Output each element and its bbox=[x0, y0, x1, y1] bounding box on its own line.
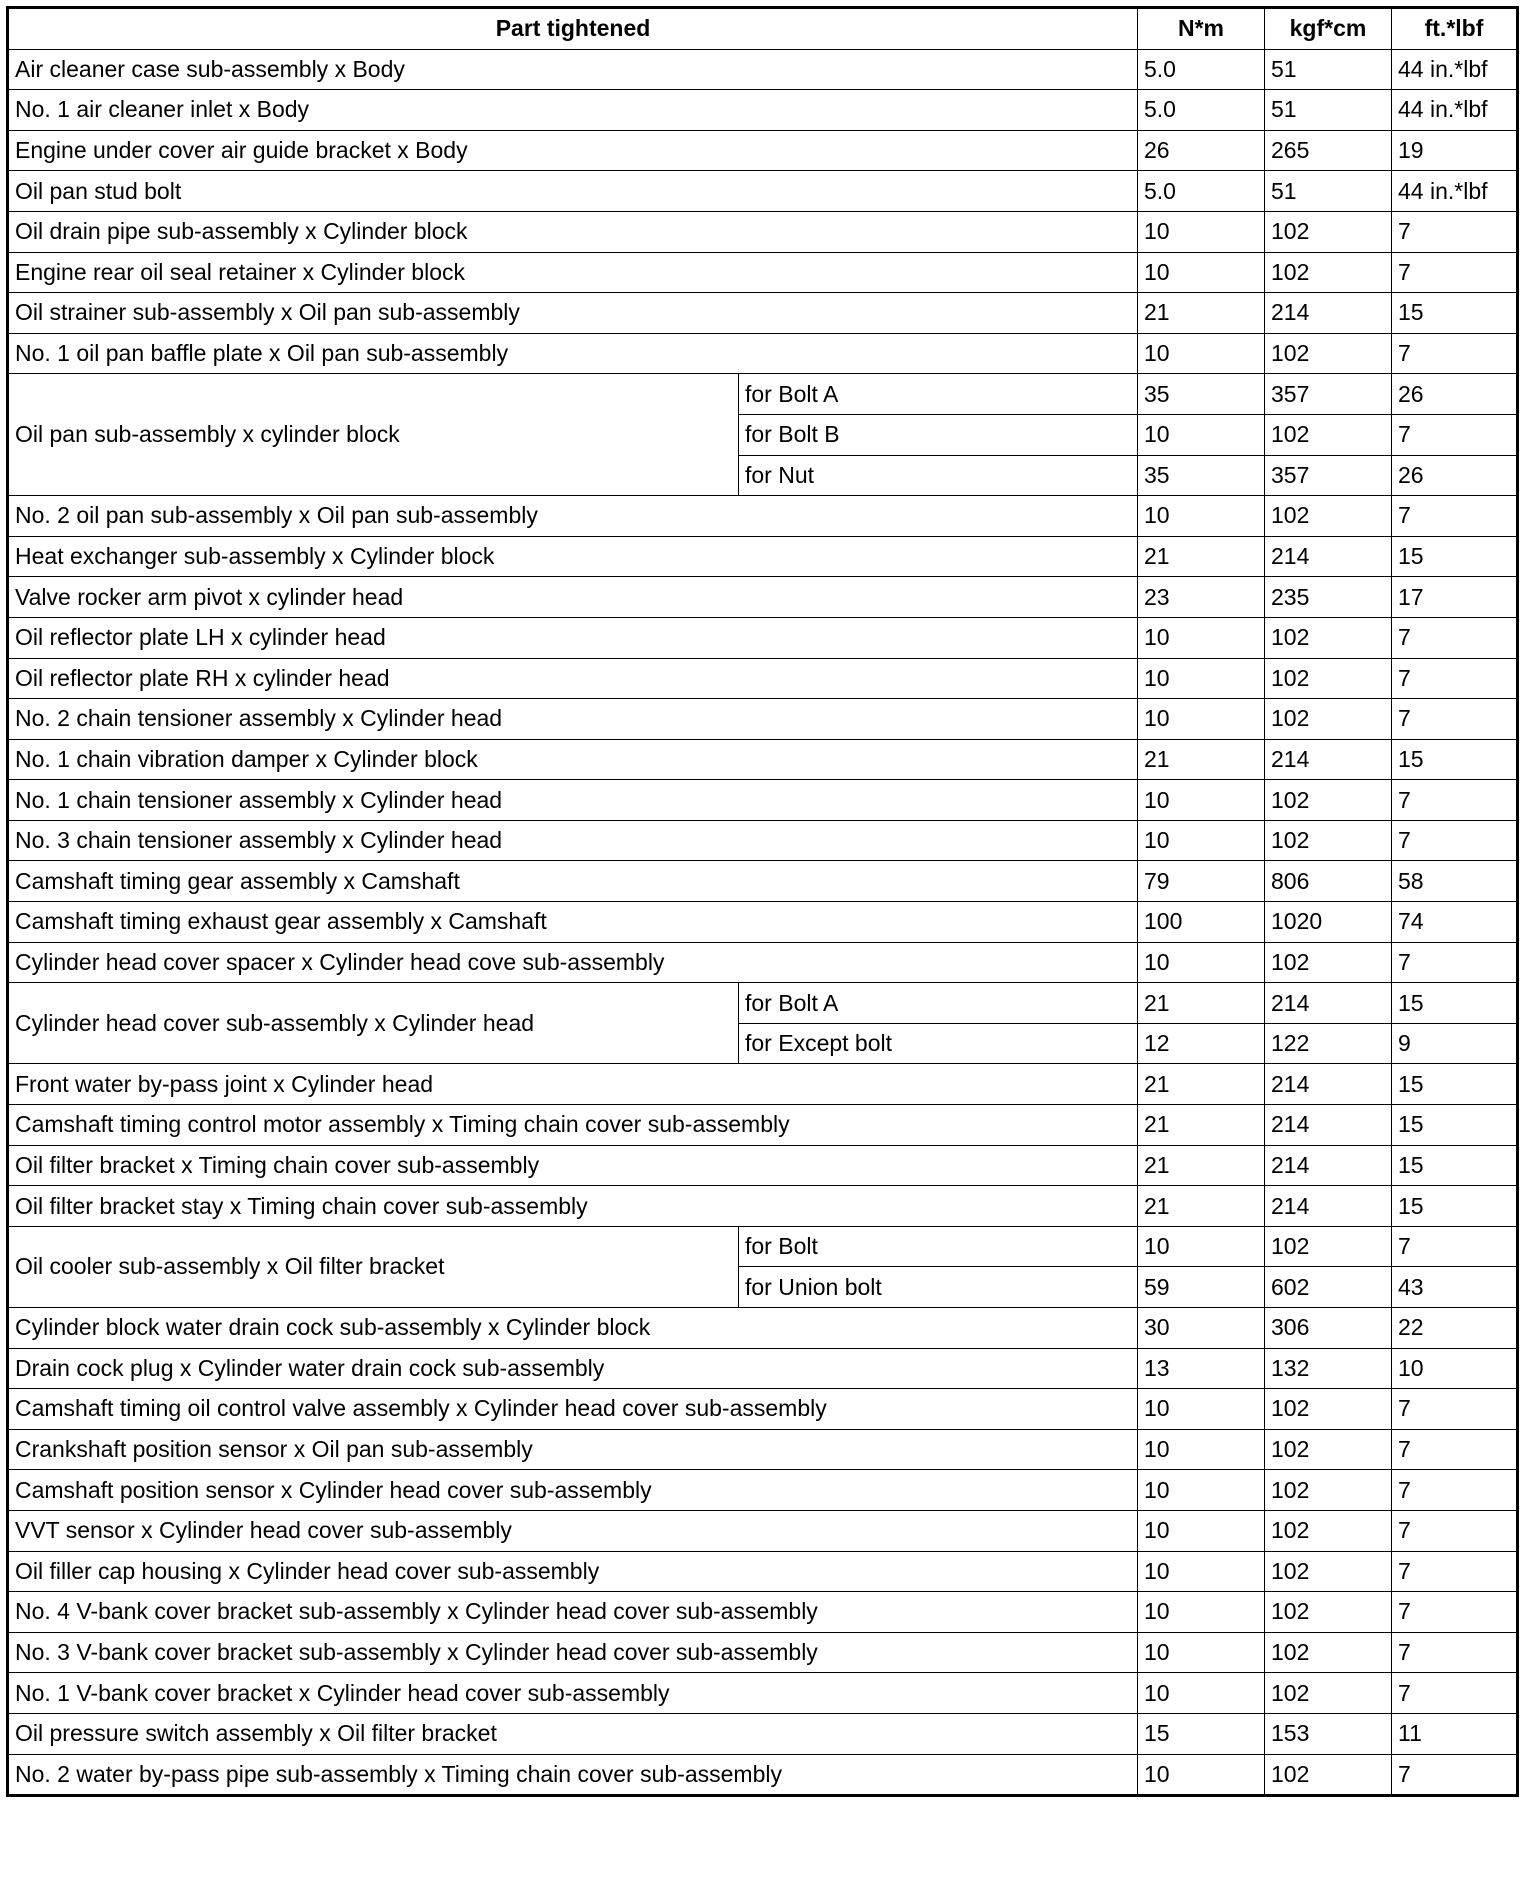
fastener-type-cell: for Bolt A bbox=[739, 983, 1138, 1024]
torque-nm-cell: 21 bbox=[1138, 536, 1265, 577]
fastener-type-cell: for Bolt B bbox=[739, 414, 1138, 455]
torque-kgf-cm-cell: 306 bbox=[1265, 1308, 1392, 1349]
torque-ft-lbf-cell: 7 bbox=[1392, 1389, 1518, 1430]
torque-kgf-cm-cell: 51 bbox=[1265, 171, 1392, 212]
torque-nm-cell: 10 bbox=[1138, 496, 1265, 537]
torque-nm-cell: 100 bbox=[1138, 902, 1265, 943]
torque-kgf-cm-cell: 214 bbox=[1265, 1145, 1392, 1186]
torque-kgf-cm-cell: 102 bbox=[1265, 1551, 1392, 1592]
part-name-cell: No. 2 water by-pass pipe sub-assembly x Timing chain cover sub-assembly bbox=[8, 1754, 1138, 1796]
torque-ft-lbf-cell: 10 bbox=[1392, 1348, 1518, 1389]
torque-nm-cell: 30 bbox=[1138, 1308, 1265, 1349]
torque-ft-lbf-cell: 7 bbox=[1392, 1470, 1518, 1511]
torque-nm-cell: 10 bbox=[1138, 1632, 1265, 1673]
table-row bbox=[8, 1226, 1518, 1267]
table-row bbox=[8, 658, 1518, 699]
part-name-cell: No. 4 V-bank cover bracket sub-assembly x Cylinder head cover sub-assembly bbox=[8, 1592, 1138, 1633]
torque-kgf-cm-cell: 102 bbox=[1265, 1470, 1392, 1511]
torque-nm-cell: 13 bbox=[1138, 1348, 1265, 1389]
part-name-cell: No. 2 oil pan sub-assembly x Oil pan sub-assembly bbox=[8, 496, 1138, 537]
table-row bbox=[8, 171, 1518, 212]
torque-ft-lbf-cell: 7 bbox=[1392, 942, 1518, 983]
part-name-cell: Camshaft timing gear assembly x Camshaft bbox=[8, 861, 1138, 902]
table-row bbox=[8, 699, 1518, 740]
part-name-cell: No. 1 V-bank cover bracket x Cylinder head cover sub-assembly bbox=[8, 1673, 1138, 1714]
torque-ft-lbf-cell: 7 bbox=[1392, 1551, 1518, 1592]
torque-nm-cell: 21 bbox=[1138, 983, 1265, 1024]
part-name-cell: Camshaft timing oil control valve assembly x Cylinder head cover sub-assembly bbox=[8, 1389, 1138, 1430]
torque-kgf-cm-cell: 235 bbox=[1265, 577, 1392, 618]
torque-kgf-cm-cell: 102 bbox=[1265, 333, 1392, 374]
torque-ft-lbf-cell: 43 bbox=[1392, 1267, 1518, 1308]
part-name-cell: Air cleaner case sub-assembly x Body bbox=[8, 49, 1138, 90]
fastener-type-cell: for Bolt bbox=[739, 1226, 1138, 1267]
table-row bbox=[8, 577, 1518, 618]
torque-kgf-cm-cell: 102 bbox=[1265, 1429, 1392, 1470]
torque-nm-cell: 35 bbox=[1138, 374, 1265, 415]
torque-kgf-cm-cell: 806 bbox=[1265, 861, 1392, 902]
table-row bbox=[8, 780, 1518, 821]
table-row bbox=[8, 1429, 1518, 1470]
torque-kgf-cm-cell: 51 bbox=[1265, 49, 1392, 90]
torque-ft-lbf-cell: 7 bbox=[1392, 1226, 1518, 1267]
torque-ft-lbf-cell: 7 bbox=[1392, 1632, 1518, 1673]
table-row bbox=[8, 1348, 1518, 1389]
torque-ft-lbf-cell: 7 bbox=[1392, 1592, 1518, 1633]
table-row bbox=[8, 252, 1518, 293]
torque-kgf-cm-cell: 214 bbox=[1265, 536, 1392, 577]
torque-kgf-cm-cell: 214 bbox=[1265, 983, 1392, 1024]
torque-nm-cell: 23 bbox=[1138, 577, 1265, 618]
torque-kgf-cm-cell: 214 bbox=[1265, 1105, 1392, 1146]
torque-ft-lbf-cell: 7 bbox=[1392, 211, 1518, 252]
torque-ft-lbf-cell: 7 bbox=[1392, 820, 1518, 861]
torque-ft-lbf-cell: 15 bbox=[1392, 1105, 1518, 1146]
torque-kgf-cm-cell: 102 bbox=[1265, 699, 1392, 740]
fastener-type-cell: for Nut bbox=[739, 455, 1138, 496]
torque-nm-cell: 10 bbox=[1138, 658, 1265, 699]
table-row bbox=[8, 1673, 1518, 1714]
part-name-cell: Front water by-pass joint x Cylinder head bbox=[8, 1064, 1138, 1105]
torque-kgf-cm-cell: 214 bbox=[1265, 1064, 1392, 1105]
table-row bbox=[8, 1105, 1518, 1146]
torque-kgf-cm-cell: 357 bbox=[1265, 374, 1392, 415]
fastener-type-cell: for Bolt A bbox=[739, 374, 1138, 415]
torque-ft-lbf-cell: 26 bbox=[1392, 374, 1518, 415]
torque-kgf-cm-cell: 602 bbox=[1265, 1267, 1392, 1308]
torque-ft-lbf-cell: 7 bbox=[1392, 496, 1518, 537]
table-row bbox=[8, 1186, 1518, 1227]
part-name-cell: No. 1 chain vibration damper x Cylinder block bbox=[8, 739, 1138, 780]
table-row bbox=[8, 130, 1518, 171]
torque-ft-lbf-cell: 7 bbox=[1392, 780, 1518, 821]
table-row bbox=[8, 1064, 1518, 1105]
part-name-cell: Oil reflector plate LH x cylinder head bbox=[8, 617, 1138, 658]
torque-nm-cell: 10 bbox=[1138, 1673, 1265, 1714]
torque-kgf-cm-cell: 132 bbox=[1265, 1348, 1392, 1389]
table-row bbox=[8, 1551, 1518, 1592]
torque-kgf-cm-cell: 102 bbox=[1265, 496, 1392, 537]
torque-ft-lbf-cell: 58 bbox=[1392, 861, 1518, 902]
torque-nm-cell: 10 bbox=[1138, 1592, 1265, 1633]
torque-ft-lbf-cell: 44 in.*lbf bbox=[1392, 171, 1518, 212]
torque-nm-cell: 10 bbox=[1138, 780, 1265, 821]
torque-nm-cell: 10 bbox=[1138, 699, 1265, 740]
header-ft-lbf: ft.*lbf bbox=[1392, 8, 1518, 50]
part-name-cell: No. 2 chain tensioner assembly x Cylinder head bbox=[8, 699, 1138, 740]
table-row bbox=[8, 1145, 1518, 1186]
part-name-cell: Oil cooler sub-assembly x Oil filter bracket bbox=[8, 1226, 739, 1307]
table-row bbox=[8, 496, 1518, 537]
header-part-tightened: Part tightened bbox=[8, 8, 1138, 50]
torque-ft-lbf-cell: 15 bbox=[1392, 293, 1518, 334]
torque-ft-lbf-cell: 15 bbox=[1392, 536, 1518, 577]
part-name-cell: No. 3 V-bank cover bracket sub-assembly x Cylinder head cover sub-assembly bbox=[8, 1632, 1138, 1673]
torque-nm-cell: 21 bbox=[1138, 293, 1265, 334]
part-name-cell: Crankshaft position sensor x Oil pan sub-assembly bbox=[8, 1429, 1138, 1470]
torque-nm-cell: 10 bbox=[1138, 211, 1265, 252]
torque-ft-lbf-cell: 7 bbox=[1392, 1510, 1518, 1551]
torque-kgf-cm-cell: 214 bbox=[1265, 739, 1392, 780]
table-row bbox=[8, 374, 1518, 415]
torque-ft-lbf-cell: 7 bbox=[1392, 1754, 1518, 1796]
part-name-cell: Camshaft timing control motor assembly x Timing chain cover sub-assembly bbox=[8, 1105, 1138, 1146]
torque-kgf-cm-cell: 214 bbox=[1265, 293, 1392, 334]
fastener-type-cell: for Union bolt bbox=[739, 1267, 1138, 1308]
torque-nm-cell: 10 bbox=[1138, 1470, 1265, 1511]
torque-kgf-cm-cell: 102 bbox=[1265, 1389, 1392, 1430]
torque-nm-cell: 35 bbox=[1138, 455, 1265, 496]
table-row bbox=[8, 1754, 1518, 1796]
table-row bbox=[8, 90, 1518, 131]
part-name-cell: Oil reflector plate RH x cylinder head bbox=[8, 658, 1138, 699]
table-row bbox=[8, 739, 1518, 780]
part-name-cell: Oil pressure switch assembly x Oil filter bracket bbox=[8, 1713, 1138, 1754]
part-name-cell: Valve rocker arm pivot x cylinder head bbox=[8, 577, 1138, 618]
torque-nm-cell: 21 bbox=[1138, 1064, 1265, 1105]
table-row bbox=[8, 1713, 1518, 1754]
torque-nm-cell: 10 bbox=[1138, 1389, 1265, 1430]
table-row bbox=[8, 1632, 1518, 1673]
torque-kgf-cm-cell: 102 bbox=[1265, 942, 1392, 983]
fastener-type-cell: for Except bolt bbox=[739, 1023, 1138, 1064]
table-row bbox=[8, 1592, 1518, 1633]
torque-ft-lbf-cell: 11 bbox=[1392, 1713, 1518, 1754]
part-name-cell: Heat exchanger sub-assembly x Cylinder block bbox=[8, 536, 1138, 577]
torque-nm-cell: 59 bbox=[1138, 1267, 1265, 1308]
torque-nm-cell: 10 bbox=[1138, 1510, 1265, 1551]
table-row bbox=[8, 1510, 1518, 1551]
torque-nm-cell: 21 bbox=[1138, 1186, 1265, 1227]
table-row bbox=[8, 861, 1518, 902]
table-row bbox=[8, 942, 1518, 983]
table-row bbox=[8, 902, 1518, 943]
torque-ft-lbf-cell: 44 in.*lbf bbox=[1392, 90, 1518, 131]
torque-ft-lbf-cell: 15 bbox=[1392, 1064, 1518, 1105]
torque-kgf-cm-cell: 102 bbox=[1265, 1754, 1392, 1796]
part-name-cell: Oil strainer sub-assembly x Oil pan sub-assembly bbox=[8, 293, 1138, 334]
torque-kgf-cm-cell: 102 bbox=[1265, 780, 1392, 821]
torque-kgf-cm-cell: 102 bbox=[1265, 1592, 1392, 1633]
part-name-cell: No. 1 chain tensioner assembly x Cylinder head bbox=[8, 780, 1138, 821]
torque-kgf-cm-cell: 1020 bbox=[1265, 902, 1392, 943]
table-row bbox=[8, 617, 1518, 658]
table-row bbox=[8, 820, 1518, 861]
header-kgf-cm: kgf*cm bbox=[1265, 8, 1392, 50]
part-name-cell: Cylinder head cover sub-assembly x Cylinder head bbox=[8, 983, 739, 1064]
torque-specification-table bbox=[6, 6, 1519, 1797]
torque-ft-lbf-cell: 15 bbox=[1392, 1186, 1518, 1227]
torque-nm-cell: 5.0 bbox=[1138, 171, 1265, 212]
torque-ft-lbf-cell: 19 bbox=[1392, 130, 1518, 171]
torque-kgf-cm-cell: 102 bbox=[1265, 658, 1392, 699]
part-name-cell: No. 1 air cleaner inlet x Body bbox=[8, 90, 1138, 131]
torque-ft-lbf-cell: 15 bbox=[1392, 1145, 1518, 1186]
part-name-cell: Oil filler cap housing x Cylinder head cover sub-assembly bbox=[8, 1551, 1138, 1592]
part-name-cell: No. 3 chain tensioner assembly x Cylinder head bbox=[8, 820, 1138, 861]
part-name-cell: Oil filter bracket x Timing chain cover sub-assembly bbox=[8, 1145, 1138, 1186]
part-name-cell: Oil pan stud bolt bbox=[8, 171, 1138, 212]
torque-ft-lbf-cell: 44 in.*lbf bbox=[1392, 49, 1518, 90]
torque-ft-lbf-cell: 15 bbox=[1392, 983, 1518, 1024]
torque-ft-lbf-cell: 22 bbox=[1392, 1308, 1518, 1349]
torque-nm-cell: 79 bbox=[1138, 861, 1265, 902]
torque-kgf-cm-cell: 102 bbox=[1265, 414, 1392, 455]
torque-nm-cell: 5.0 bbox=[1138, 49, 1265, 90]
part-name-cell: Oil filter bracket stay x Timing chain cover sub-assembly bbox=[8, 1186, 1138, 1227]
part-name-cell: Camshaft position sensor x Cylinder head cover sub-assembly bbox=[8, 1470, 1138, 1511]
torque-kgf-cm-cell: 102 bbox=[1265, 211, 1392, 252]
torque-nm-cell: 21 bbox=[1138, 1105, 1265, 1146]
torque-nm-cell: 10 bbox=[1138, 414, 1265, 455]
torque-nm-cell: 15 bbox=[1138, 1713, 1265, 1754]
torque-nm-cell: 10 bbox=[1138, 1226, 1265, 1267]
torque-ft-lbf-cell: 7 bbox=[1392, 252, 1518, 293]
torque-kgf-cm-cell: 102 bbox=[1265, 1673, 1392, 1714]
torque-nm-cell: 10 bbox=[1138, 333, 1265, 374]
part-name-cell: Engine under cover air guide bracket x Body bbox=[8, 130, 1138, 171]
part-name-cell: No. 1 oil pan baffle plate x Oil pan sub-assembly bbox=[8, 333, 1138, 374]
table-row bbox=[8, 333, 1518, 374]
torque-kgf-cm-cell: 357 bbox=[1265, 455, 1392, 496]
torque-nm-cell: 12 bbox=[1138, 1023, 1265, 1064]
part-name-cell: Cylinder head cover spacer x Cylinder head cove sub-assembly bbox=[8, 942, 1138, 983]
part-name-cell: Cylinder block water drain cock sub-assembly x Cylinder block bbox=[8, 1308, 1138, 1349]
torque-nm-cell: 21 bbox=[1138, 1145, 1265, 1186]
torque-kgf-cm-cell: 102 bbox=[1265, 1632, 1392, 1673]
part-name-cell: Engine rear oil seal retainer x Cylinder block bbox=[8, 252, 1138, 293]
torque-nm-cell: 10 bbox=[1138, 617, 1265, 658]
torque-kgf-cm-cell: 51 bbox=[1265, 90, 1392, 131]
part-name-cell: Camshaft timing exhaust gear assembly x Camshaft bbox=[8, 902, 1138, 943]
table-row bbox=[8, 211, 1518, 252]
torque-kgf-cm-cell: 102 bbox=[1265, 1510, 1392, 1551]
torque-ft-lbf-cell: 7 bbox=[1392, 658, 1518, 699]
table-row bbox=[8, 983, 1518, 1024]
header-row bbox=[8, 8, 1518, 50]
torque-ft-lbf-cell: 7 bbox=[1392, 1673, 1518, 1714]
table-row bbox=[8, 49, 1518, 90]
part-name-cell: Drain cock plug x Cylinder water drain cock sub-assembly bbox=[8, 1348, 1138, 1389]
table-row bbox=[8, 293, 1518, 334]
torque-kgf-cm-cell: 102 bbox=[1265, 820, 1392, 861]
torque-kgf-cm-cell: 153 bbox=[1265, 1713, 1392, 1754]
torque-ft-lbf-cell: 74 bbox=[1392, 902, 1518, 943]
table-row bbox=[8, 536, 1518, 577]
torque-nm-cell: 26 bbox=[1138, 130, 1265, 171]
torque-nm-cell: 10 bbox=[1138, 942, 1265, 983]
table-row bbox=[8, 1308, 1518, 1349]
torque-nm-cell: 10 bbox=[1138, 820, 1265, 861]
torque-ft-lbf-cell: 7 bbox=[1392, 333, 1518, 374]
torque-ft-lbf-cell: 7 bbox=[1392, 1429, 1518, 1470]
torque-nm-cell: 10 bbox=[1138, 252, 1265, 293]
torque-nm-cell: 10 bbox=[1138, 1754, 1265, 1796]
part-name-cell: Oil pan sub-assembly x cylinder block bbox=[8, 374, 739, 496]
torque-nm-cell: 5.0 bbox=[1138, 90, 1265, 131]
torque-ft-lbf-cell: 17 bbox=[1392, 577, 1518, 618]
torque-ft-lbf-cell: 26 bbox=[1392, 455, 1518, 496]
table-row bbox=[8, 1389, 1518, 1430]
table-body bbox=[8, 49, 1518, 1796]
part-name-cell: VVT sensor x Cylinder head cover sub-assembly bbox=[8, 1510, 1138, 1551]
torque-kgf-cm-cell: 102 bbox=[1265, 1226, 1392, 1267]
torque-kgf-cm-cell: 122 bbox=[1265, 1023, 1392, 1064]
torque-ft-lbf-cell: 7 bbox=[1392, 699, 1518, 740]
torque-ft-lbf-cell: 7 bbox=[1392, 617, 1518, 658]
torque-nm-cell: 10 bbox=[1138, 1429, 1265, 1470]
table-row bbox=[8, 1470, 1518, 1511]
torque-ft-lbf-cell: 15 bbox=[1392, 739, 1518, 780]
torque-kgf-cm-cell: 214 bbox=[1265, 1186, 1392, 1227]
header-nm: N*m bbox=[1138, 8, 1265, 50]
torque-ft-lbf-cell: 7 bbox=[1392, 414, 1518, 455]
part-name-cell: Oil drain pipe sub-assembly x Cylinder block bbox=[8, 211, 1138, 252]
torque-nm-cell: 10 bbox=[1138, 1551, 1265, 1592]
torque-kgf-cm-cell: 102 bbox=[1265, 252, 1392, 293]
torque-kgf-cm-cell: 102 bbox=[1265, 617, 1392, 658]
torque-nm-cell: 21 bbox=[1138, 739, 1265, 780]
torque-kgf-cm-cell: 265 bbox=[1265, 130, 1392, 171]
torque-ft-lbf-cell: 9 bbox=[1392, 1023, 1518, 1064]
